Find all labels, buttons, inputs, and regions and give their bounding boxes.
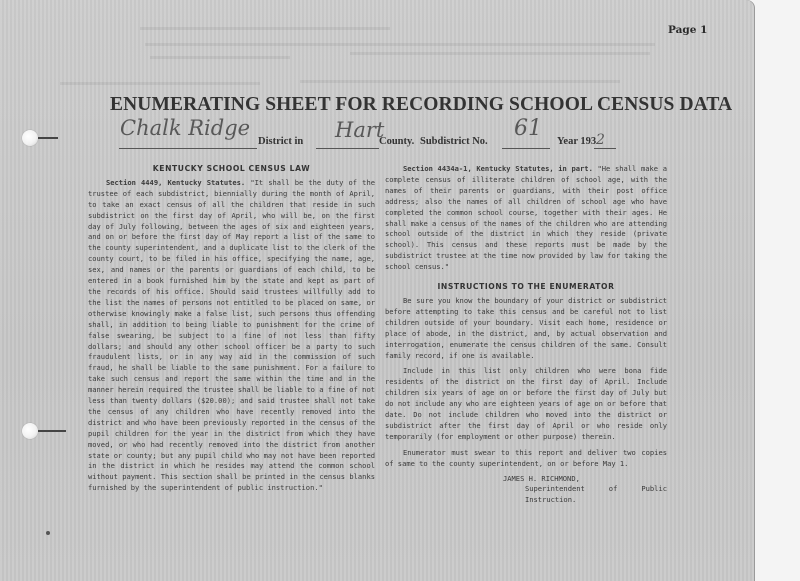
year-label: Year 193 [557, 136, 597, 147]
bleed-through-line [140, 27, 390, 30]
county-handwritten: Hart [335, 118, 385, 142]
punch-hole-icon [22, 130, 38, 146]
year-digit-handwritten: 2 [596, 132, 605, 148]
subdistrict-blank [502, 148, 550, 149]
statute-paragraph [385, 164, 667, 273]
subdistrict-handwritten: 61 [514, 116, 542, 141]
bleed-through-line [300, 80, 620, 83]
law-paragraph [88, 178, 375, 494]
kentucky-school-census-law-column [88, 164, 375, 494]
statute-text: "He shall make a complete census of illiterate children of school age, with the names of their parents or guardians, with their post office address; also the names of all children of school age who have completed the common school course, together with their ages. He shall make a census of the names of the children who are attending school outside of the district in which they reside (private school). This census and these reports must be made by the subdistrict trustee at the time now provided by law for taking the school census." [385, 164, 667, 272]
section-reference: Section 4434a-1, Kentucky Statutes, in part. [403, 164, 593, 173]
county-label: County. [379, 136, 415, 147]
signature-name: JAMES H. RICHMOND, [503, 473, 580, 483]
instructions-heading: INSTRUCTIONS TO THE ENUMERATOR [437, 282, 615, 292]
district-name-blank [119, 148, 257, 149]
section-reference: Section 4449, Kentucky Statutes. [106, 177, 246, 187]
punch-hole-icon [22, 423, 38, 439]
bleed-through-line [145, 43, 655, 46]
page-title: ENUMERATING SHEET FOR RECORDING SCHOOL CENSUS DATA [110, 94, 733, 115]
instruction-paragraph: Include in this list only children who were bona fide residents of the district on the first day of April. Include children six years of age on or before the first day of July but do not include any who are eighteen years of age on or before that date. Do not include children who moved into the district or subdistrict after the first day of April or who reside only temporarily (for employment or other purpose) therein. [385, 366, 667, 441]
law-text: "It shall be the duty of the trustee of each subdistrict, biennially during the month of April, to take an exact census of all the children that reside in such subdistrict on the first day of April, who will be, on the first day of July following, between the ages of six and eighteen years, and on or before the first day of May report a list of the same to the county superintendent, and a duplicate list to the clerk of the county court, to be filed in his office, specifying the name, age, sex, and names or the parents or guardians of each child, to be entered in a book furnished him by the state and kept as part of the records of his office. Should said trustees willfully add to the list the names of persons not entitled to be placed on same, or otherwise knowingly make a false list, such persons thus offending shall, in addition to being liable to punishment for the crime of false swearing, be subject to a fine of not less than fifty dollars; and should any other school officer be a party to such fraudulent lists, or in any way aid in the commission of such fraud, he shall be liable to the same punishment. For a failure to take such census and report the same within the time and in the manner herein required the trustee shall be liable to a fine of not less than twenty dollars ($20.00); and said trustee shall not take the census of any children who have recently removed into the district and who have been previously reported in the census of the pupil children for the year in the district from which they have moved, or who had recently removed into the district from another state or county; but any pupil child who may not have been reported in the district in which he resides may attend the common school without payment. This section shall be printed in the census blanks furnished by the superintendent of public instruction." [88, 177, 375, 493]
instruction-paragraph: Enumerator must swear to this report and deliver two copies of same to the county superintendent, on or before May 1. [385, 447, 667, 468]
page-number: Page 1 [668, 24, 708, 36]
census-header-form [117, 112, 677, 162]
district-name-handwritten: Chalk Ridge [120, 116, 251, 140]
right-column [385, 164, 667, 506]
bleed-through-line [150, 56, 290, 59]
subdistrict-label: Subdistrict No. [420, 136, 488, 147]
instruction-paragraph: Be sure you know the boundary of your district or subdistrict before attempting to take this census and be careful not to list children outside of your boundary. Visit each home, residence or place of abode, in the district, and, by actual observation and interrogation, enumerate the census children of the same. Consult family record, if one is available. [385, 295, 667, 360]
paper-blemish [46, 531, 50, 535]
county-blank [316, 148, 379, 149]
signature-title: Superintendent of Public Instruction. [525, 484, 667, 505]
punch-hole-mark [38, 430, 66, 432]
bleed-through-line [60, 82, 260, 85]
year-blank [594, 148, 616, 149]
bleed-through-line [350, 52, 650, 55]
section-heading: KENTUCKY SCHOOL CENSUS LAW [152, 164, 311, 173]
district-in-label: District in [258, 136, 304, 147]
punch-hole-mark [38, 137, 58, 139]
